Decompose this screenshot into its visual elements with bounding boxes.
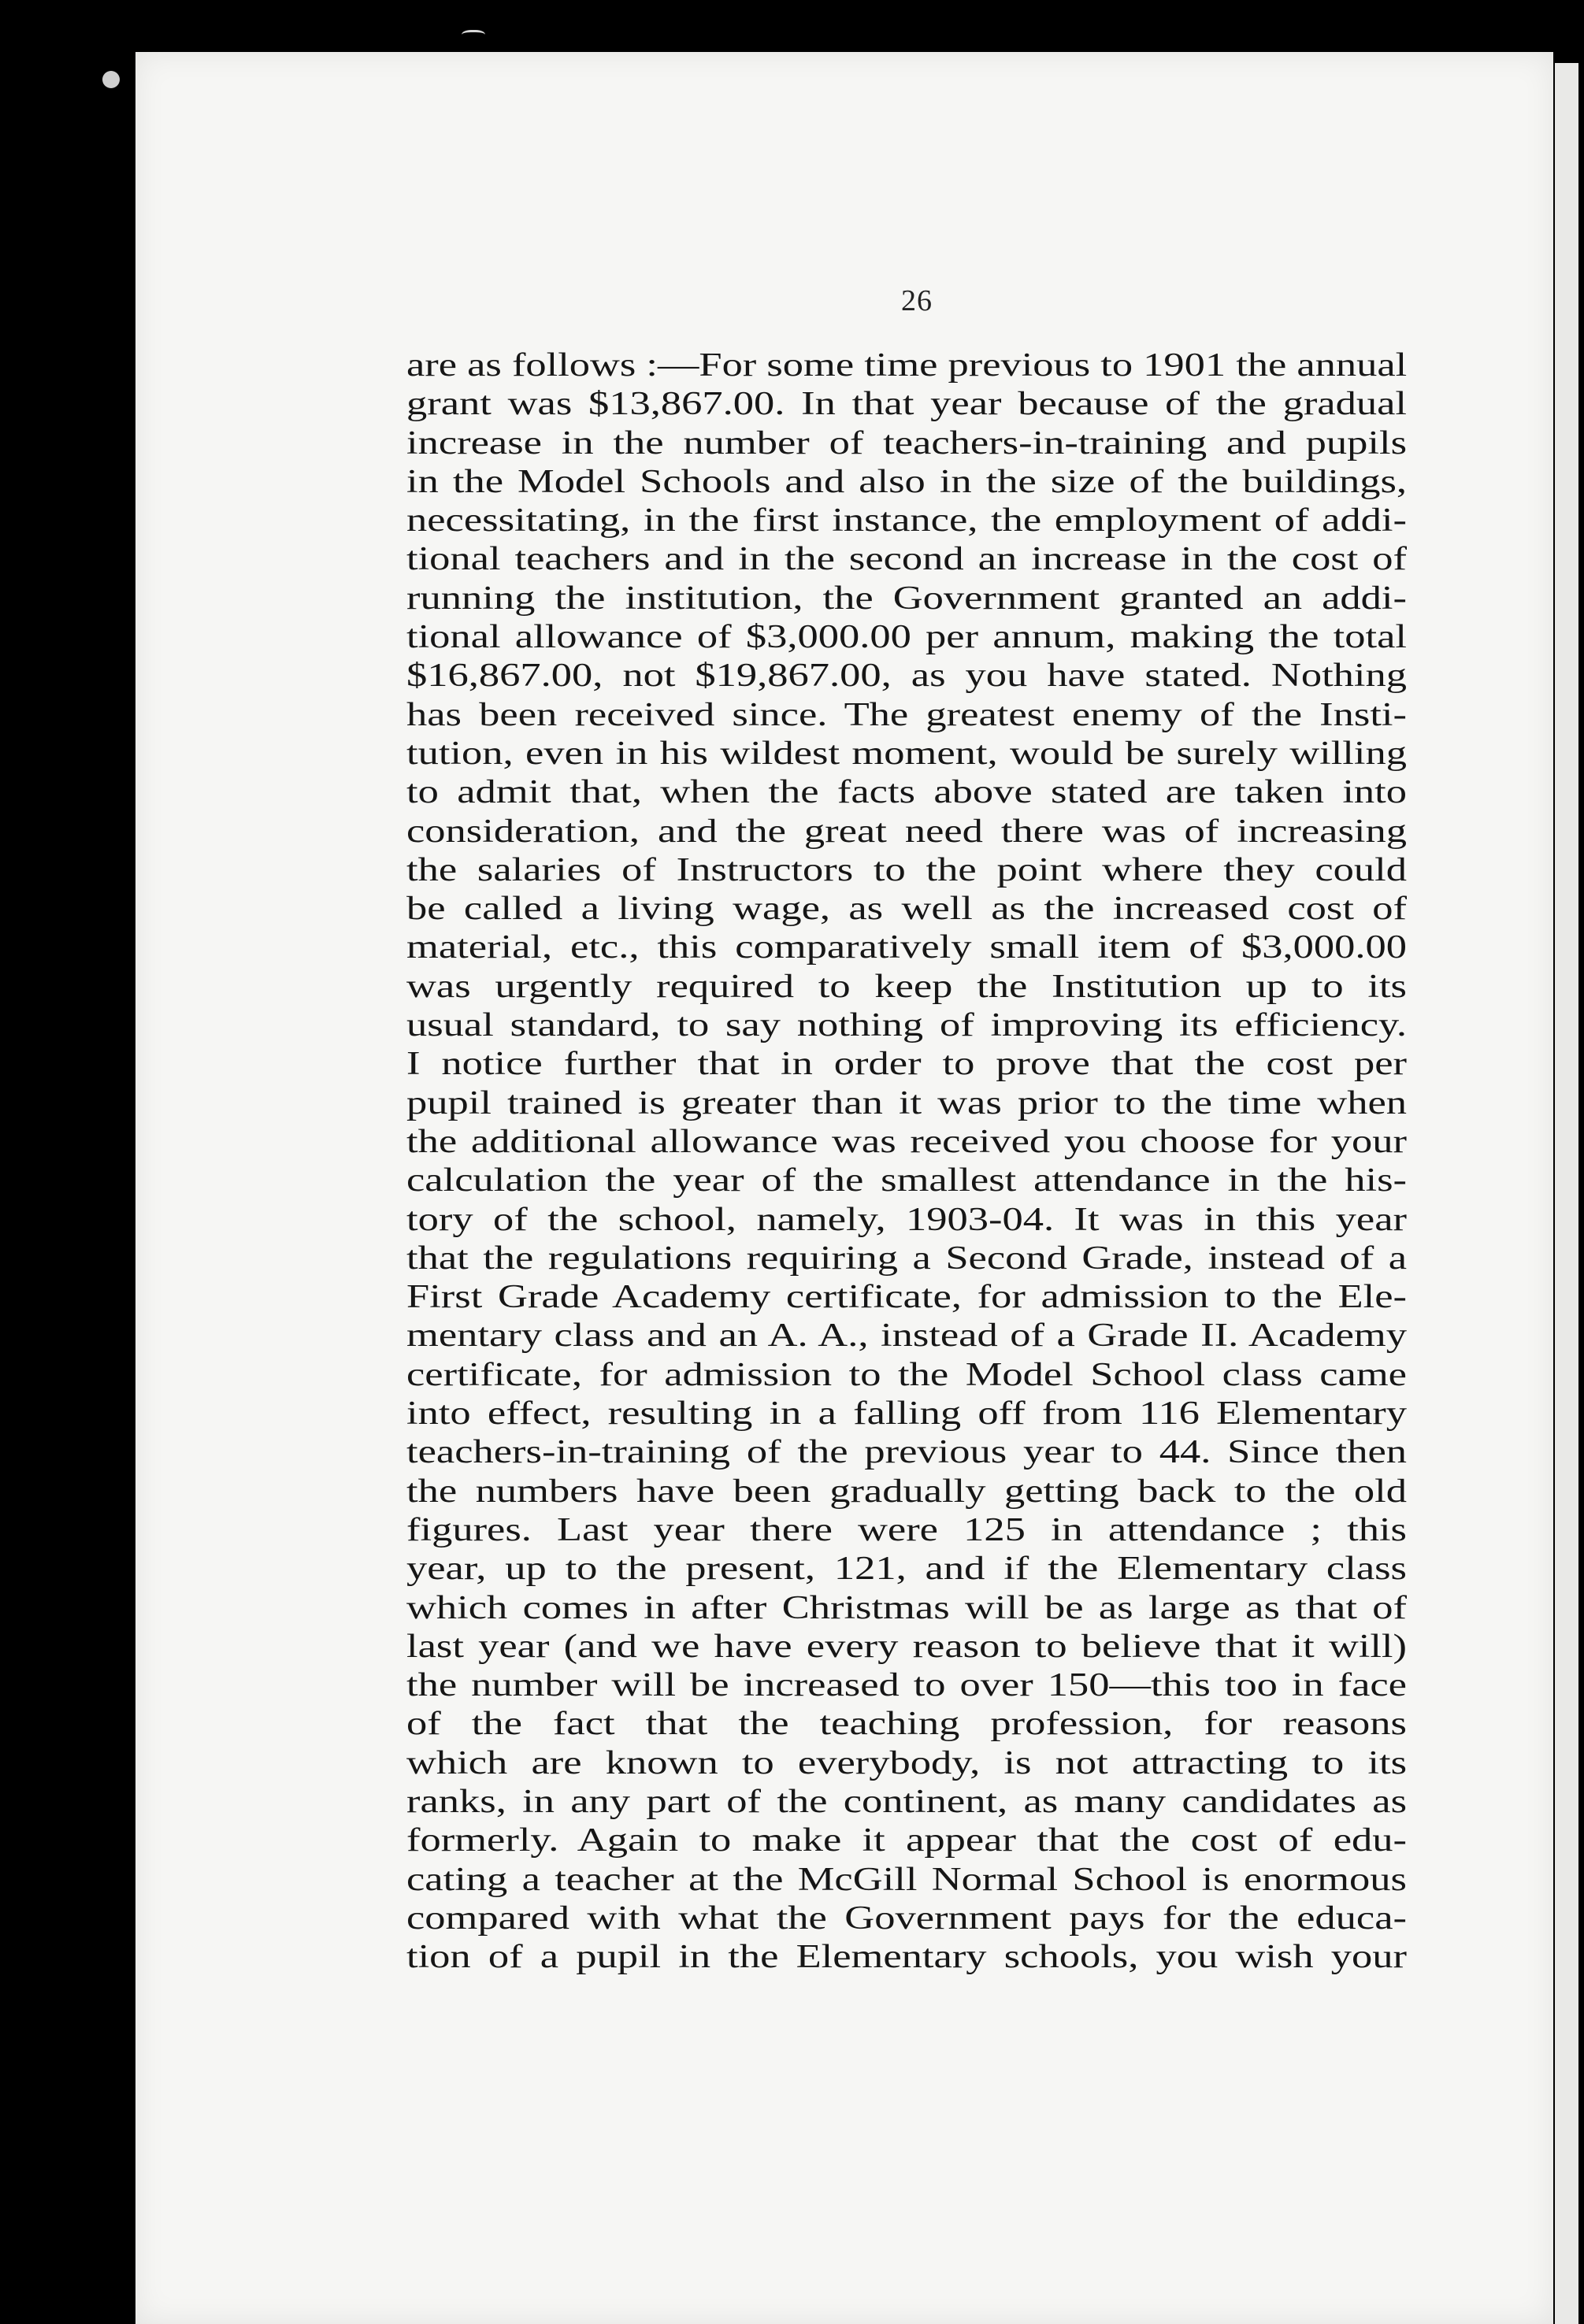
text-line: has been received since. The greatest enemy of the Insti-	[406, 696, 1407, 733]
text-line: calculation the year of the smallest attendance in the his-	[406, 1162, 1407, 1199]
text-line: usual standard, to say nothing of improving its efficiency.	[406, 1007, 1407, 1044]
text-line: tory of the school, namely, 1903-04. It was in this year	[406, 1201, 1407, 1238]
body-text	[406, 347, 1407, 1977]
text-line: last year (and we have every reason to believe that it will)	[406, 1628, 1407, 1665]
text-line: tional allowance of $3,000.00 per annum, making the total	[406, 619, 1407, 656]
scan-artifact-left	[102, 71, 120, 88]
text-line: consideration, and the great need there was of increasing	[406, 813, 1407, 850]
text-line: the salaries of Instructors to the point where they could	[406, 851, 1407, 888]
text-line: of the fact that the teaching profession, for reasons	[406, 1706, 1407, 1743]
text-line: formerly. Again to make it appear that the cost of edu-	[406, 1822, 1407, 1859]
text-line: the additional allowance was received you choose for your	[406, 1123, 1407, 1160]
text-line: are as follows :—For some time previous to 1901 the annual	[406, 347, 1408, 384]
text-line: I notice further that in order to prove that the cost per	[406, 1046, 1407, 1083]
text-line: cating a teacher at the McGill Normal School is enormous	[406, 1861, 1407, 1898]
text-line: increase in the number of teachers-in-training and pupils	[406, 424, 1407, 461]
scan-artifact-top	[462, 30, 485, 42]
text-line: teachers-in-training of the previous year to 44. Since then	[406, 1434, 1407, 1471]
text-line: which are known to everybody, is not attracting to its	[406, 1744, 1407, 1781]
text-line: year, up to the present, 121, and if the Elementary class	[406, 1551, 1407, 1588]
adjacent-page-edge	[1555, 63, 1578, 2324]
text-line: in the Model Schools and also in the size of the buildings,	[406, 463, 1407, 500]
text-line: material, etc., this comparatively small item of $3,000.00	[406, 929, 1407, 966]
text-line: tion of a pupil in the Elementary schools, you wish your	[406, 1939, 1407, 1976]
text-line: which comes in after Christmas will be as large as that of	[406, 1589, 1407, 1626]
page-number: 26	[901, 284, 933, 317]
text-line: necessitating, in the first instance, the employment of addi-	[406, 502, 1407, 539]
text-line: be called a living wage, as well as the increased cost of	[406, 891, 1407, 928]
text-line: ranks, in any part of the continent, as many candidates as	[406, 1783, 1407, 1820]
text-line: figures. Last year there were 125 in attendance ; this	[406, 1511, 1407, 1548]
text-line: $16,867.00, not $19,867.00, as you have stated. Nothing	[406, 658, 1407, 695]
text-line: mentary class and an A. A., instead of a Grade II. Academy	[406, 1318, 1407, 1355]
text-line: tional teachers and in the second an increase in the cost of	[406, 541, 1407, 578]
text-line: pupil trained is greater than it was prior to the time when	[406, 1084, 1407, 1121]
text-line: grant was $13,867.00. In that year because of the gradual	[406, 386, 1407, 423]
text-line: was urgently required to keep the Institution up to its	[406, 968, 1407, 1005]
text-line: the number will be increased to over 150—this too in face	[406, 1667, 1407, 1704]
text-line: the numbers have been gradually getting back to the old	[406, 1473, 1407, 1510]
text-line: compared with what the Government pays for the educa-	[406, 1900, 1407, 1937]
text-line: that the regulations requiring a Second Grade, instead of a	[406, 1240, 1407, 1277]
text-line: into effect, resulting in a falling off from 116 Elementary	[406, 1396, 1407, 1433]
text-line: First Grade Academy certificate, for admission to the Ele-	[406, 1279, 1407, 1316]
text-line: running the institution, the Government granted an addi-	[406, 580, 1407, 617]
text-line: tution, even in his wildest moment, would be surely willing	[406, 735, 1407, 772]
text-line: certificate, for admission to the Model School class came	[406, 1356, 1407, 1393]
text-line: to admit that, when the facts above stated are taken into	[406, 774, 1407, 811]
